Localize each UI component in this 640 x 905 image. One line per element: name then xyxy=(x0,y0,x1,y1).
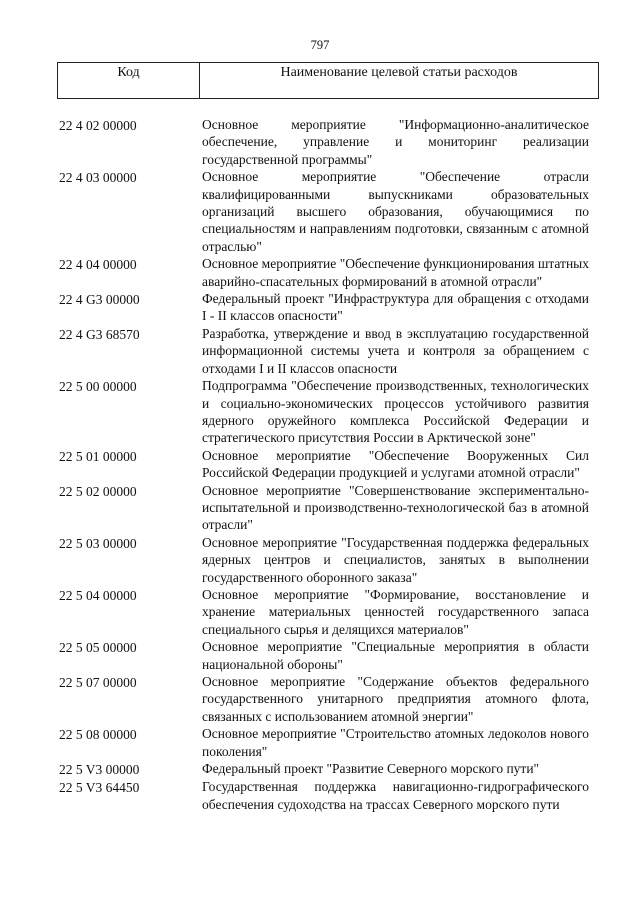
table-row xyxy=(59,255,589,290)
row-name: Основное мероприятие "Обеспечение отрасли квалифицированными выпускниками образовательных организаций высшего образования, обучающимися по специальностям и направлениям подготовки, связанным с атомной отраслью" xyxy=(202,169,589,254)
table-row xyxy=(59,586,589,638)
row-name: Основное мероприятие "Формирование, восстановление и хранение материальных ценностей государственного запаса специального сырья и делящихся материалов" xyxy=(202,586,589,637)
row-code: 22 4 03 00000 xyxy=(59,170,137,186)
row-code: 22 5 04 00000 xyxy=(59,587,137,603)
row-code: 22 5 08 00000 xyxy=(59,727,137,743)
table-row xyxy=(59,447,589,482)
row-code: 22 5 00 00000 xyxy=(59,379,137,395)
row-name: Основное мероприятие "Информационно-аналитическое обеспечение, управление и мониторинг реализации государственной программы" xyxy=(202,117,589,167)
row-code: 22 4 G3 68570 xyxy=(59,326,140,342)
table-row xyxy=(59,377,589,447)
table-row xyxy=(59,534,589,586)
row-code: 22 5 05 00000 xyxy=(59,640,137,656)
table-row xyxy=(59,778,589,813)
row-code: 22 5 V3 64450 xyxy=(59,780,140,796)
row-code: 22 5 07 00000 xyxy=(59,675,137,690)
row-name: Основное мероприятие "Обеспечение функционирования штатных аварийно-спасательных формирований в атомной отрасли" xyxy=(202,256,589,289)
table-header xyxy=(57,62,599,99)
row-code: 22 4 02 00000 xyxy=(59,118,137,133)
page-number: 797 xyxy=(310,38,330,52)
table-row xyxy=(59,325,589,377)
row-name: Основное мероприятие "Обеспечение Вооруженных Сил Российской Федерации продукцией и услугами атомной отрасли" xyxy=(202,447,589,481)
header-code: Код xyxy=(58,63,200,98)
table-row xyxy=(59,638,589,673)
header-name: Наименование целевой статьи расходов xyxy=(280,65,518,80)
row-code: 22 4 G3 00000 xyxy=(59,292,140,308)
table-row xyxy=(59,482,589,534)
row-code: 22 5 03 00000 xyxy=(59,535,137,551)
row-code: 22 5 V3 00000 xyxy=(59,762,140,778)
row-name: Основное мероприятие "Специальные мероприятия в области национальной обороны" xyxy=(202,639,589,672)
row-name: Государственная поддержка навигационно-гидрографического обеспечения судоходства на трассах Северного морского пути xyxy=(202,779,589,812)
row-name: Разработка, утверждение и ввод в эксплуатацию государственной информационной системы учета и контроля за обращением с отходами I и II классов опасности xyxy=(202,325,589,376)
table-row xyxy=(59,673,589,725)
table-row xyxy=(59,760,589,778)
table-row xyxy=(59,116,589,168)
table-row xyxy=(59,725,589,760)
row-code: 22 5 02 00000 xyxy=(59,483,137,499)
row-name: Подпрограмма "Обеспечение производственных, технологических и социально-экономических процессов устойчивого развития ядерного оружейного комплекса Российской Федерации и стратегического присутствия России в Арктической зоне" xyxy=(202,378,589,446)
row-name: Основное мероприятие "Совершенствование экспериментально-испытательной и производственно-технологической баз в атомной отрасли" xyxy=(202,482,589,533)
row-name: Основное мероприятие "Строительство атомных ледоколов нового поколения" xyxy=(202,726,589,759)
row-name: Основное мероприятие "Государственная поддержка федеральных ядерных центров и специалистов, занятых в выполнении государственного оборонного заказа" xyxy=(202,534,589,585)
row-name: Федеральный проект "Инфраструктура для обращения с отходами I - II классов опасности" xyxy=(202,291,589,324)
table-row xyxy=(59,168,589,255)
table-row xyxy=(59,290,589,325)
row-code: 22 5 01 00000 xyxy=(59,448,137,464)
row-name: Основное мероприятие "Содержание объектов федерального государственного унитарного предприятия атомного флота, связанных с использованием атомной энергии" xyxy=(202,674,589,724)
row-code: 22 4 04 00000 xyxy=(59,257,137,273)
table-body xyxy=(59,116,589,813)
row-name: Федеральный проект "Развитие Северного морского пути" xyxy=(202,761,540,777)
